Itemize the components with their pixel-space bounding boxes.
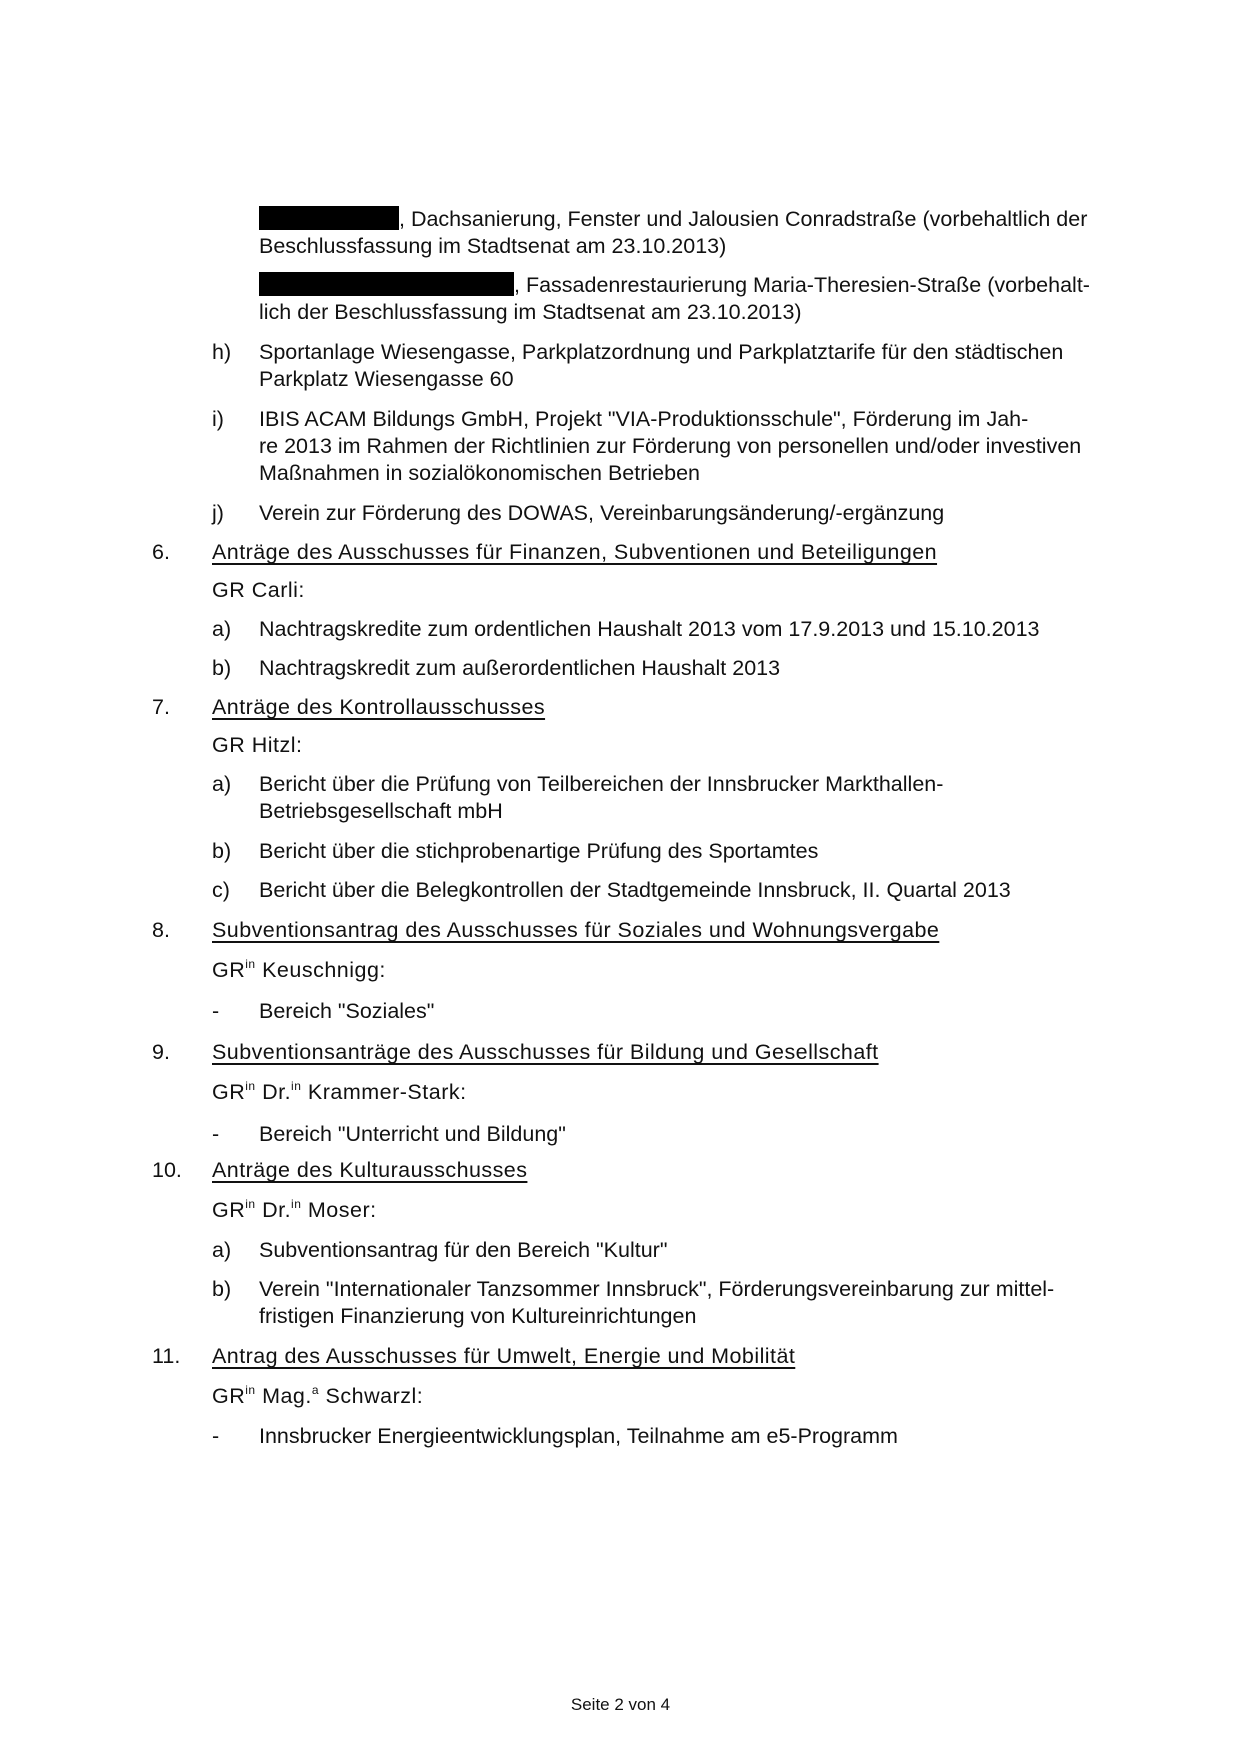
section-6-a-line1: Nachtragskredite zum ordentlichen Haushalt 2013 vom 17.9.2013 und 15.10.2013 bbox=[259, 617, 1040, 641]
item-h-line1: Sportanlage Wiesengasse, Parkplatzordnung und Parkplatztarife für den städtischen bbox=[259, 340, 1064, 364]
item-top-2-line1: , Fassadenrestaurierung Maria-Theresien-Straße (vorbehalt- bbox=[259, 272, 1090, 299]
item-top-1-line2: Beschlussfassung im Stadtsenat am 23.10.2013) bbox=[259, 234, 727, 258]
section-7-a-marker: a) bbox=[212, 772, 232, 796]
section-7-b-line1: Bericht über die stichprobenartige Prüfung des Sportamtes bbox=[259, 839, 819, 863]
item-j-marker: j) bbox=[212, 501, 224, 525]
item-h-marker: h) bbox=[212, 340, 232, 364]
section-9-speaker: $GR^{in}$ Dr.$^{in}$ Krammer-Stark: bbox=[212, 1079, 467, 1104]
section-7-a-line1: Bericht über die Prüfung von Teilbereichen der Innsbrucker Markthallen- bbox=[259, 772, 944, 796]
item-h-line2: Parkplatz Wiesengasse 60 bbox=[259, 367, 514, 391]
section-8-title: Subventionsantrag des Ausschusses für Soziales und Wohnungsvergabe bbox=[212, 918, 940, 942]
section-10-b-line2: fristigen Finanzierung von Kultureinrichtungen bbox=[259, 1304, 697, 1328]
section-6-speaker: GR Carli: bbox=[212, 578, 305, 602]
section-10-b-line1: Verein "Internationaler Tanzsommer Innsbruck", Förderungsvereinbarung zur mittel- bbox=[259, 1277, 1055, 1301]
section-9-title: Subventionsanträge des Ausschusses für Bildung und Gesellschaft bbox=[212, 1040, 879, 1064]
section-11-title: Antrag des Ausschusses für Umwelt, Energie und Mobilität bbox=[212, 1344, 796, 1368]
item-top-2-line2: lich der Beschlussfassung im Stadtsenat am 23.10.2013) bbox=[259, 300, 802, 324]
redaction-block bbox=[259, 272, 514, 296]
section-9-dash-marker: - bbox=[212, 1122, 220, 1146]
section-10-b-marker: b) bbox=[212, 1277, 232, 1301]
item-i-line3: Maßnahmen in sozialökonomischen Betrieben bbox=[259, 461, 700, 485]
section-10-number: 10. bbox=[152, 1158, 182, 1182]
section-6-b-line1: Nachtragskredit zum außerordentlichen Haushalt 2013 bbox=[259, 656, 781, 680]
item-i-line2: re 2013 im Rahmen der Richtlinien zur Förderung von personellen und/oder investiven bbox=[259, 434, 1082, 458]
item-i-line1: IBIS ACAM Bildungs GmbH, Projekt "VIA-Produktionsschule", Förderung im Jah- bbox=[259, 407, 1029, 431]
section-9-dash-line1: Bereich "Unterricht und Bildung" bbox=[259, 1122, 566, 1146]
section-7-c-marker: c) bbox=[212, 878, 230, 902]
section-7-a-line2: Betriebsgesellschaft mbH bbox=[259, 799, 503, 823]
section-9-number: 9. bbox=[152, 1040, 170, 1064]
section-10-speaker: $GR^{in}$ Dr.$^{in}$ Moser: bbox=[212, 1197, 377, 1222]
section-6-title: Anträge des Ausschusses für Finanzen, Subventionen und Beteiligungen bbox=[212, 540, 938, 564]
redaction-block bbox=[259, 206, 399, 230]
section-7-speaker: GR Hitzl: bbox=[212, 733, 303, 757]
section-7-b-marker: b) bbox=[212, 839, 232, 863]
section-7-title: Anträge des Kontrollausschusses bbox=[212, 695, 546, 719]
section-10-a-marker: a) bbox=[212, 1238, 232, 1262]
section-11-dash-marker: - bbox=[212, 1424, 220, 1448]
section-6-number: 6. bbox=[152, 540, 170, 564]
section-11-dash-line1: Innsbrucker Energieentwicklungsplan, Teilnahme am e5-Programm bbox=[259, 1424, 898, 1448]
item-top-1-line1: , Dachsanierung, Fenster und Jalousien Conradstraße (vorbehaltlich der bbox=[259, 206, 1087, 233]
section-6-a-marker: a) bbox=[212, 617, 232, 641]
section-8-dash-line1: Bereich "Soziales" bbox=[259, 999, 435, 1023]
item-i-marker: i) bbox=[212, 407, 224, 431]
section-6-b-marker: b) bbox=[212, 656, 232, 680]
section-7-c-line1: Bericht über die Belegkontrollen der Stadtgemeinde Innsbruck, II. Quartal 2013 bbox=[259, 878, 1011, 902]
section-10-title: Anträge des Kulturausschusses bbox=[212, 1158, 528, 1182]
item-j-line1: Verein zur Förderung des DOWAS, Vereinbarungsänderung/-ergänzung bbox=[259, 501, 945, 525]
section-8-dash-marker: - bbox=[212, 999, 220, 1023]
section-11-speaker: $GR^{in}$ Mag.$^a$ Schwarzl: bbox=[212, 1383, 424, 1408]
section-11-number: 11. bbox=[152, 1344, 181, 1368]
section-10-a-line1: Subventionsantrag für den Bereich "Kultur" bbox=[259, 1238, 668, 1262]
page-footer: Seite 2 von 4 bbox=[570, 1695, 671, 1714]
section-8-speaker: $GR^{in}$ Keuschnigg: bbox=[212, 957, 386, 982]
section-7-number: 7. bbox=[152, 695, 170, 719]
section-8-number: 8. bbox=[152, 918, 170, 942]
